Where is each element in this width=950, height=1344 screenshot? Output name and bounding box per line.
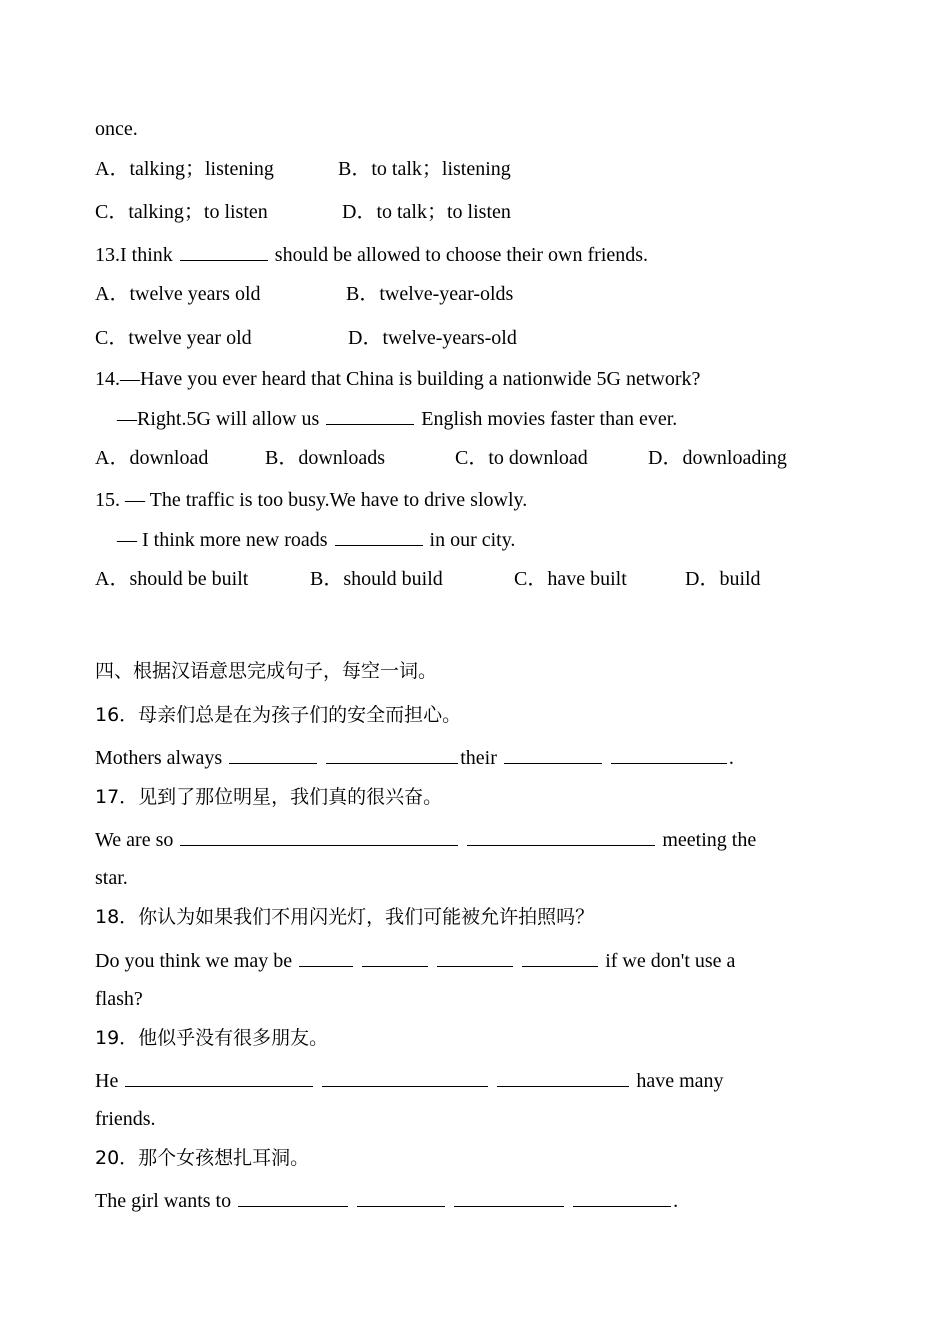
q14-line2-after: English movies faster than ever. bbox=[421, 408, 678, 430]
q20-blank-2[interactable] bbox=[357, 1188, 445, 1207]
q18-blank-2[interactable] bbox=[362, 948, 428, 967]
q13-stem-before: 13.I think bbox=[95, 244, 173, 266]
q20-end: . bbox=[673, 1190, 679, 1212]
q13-stem-after: should be allowed to choose their own friends. bbox=[274, 244, 649, 266]
q19-chinese: 19．他似乎没有很多朋友。 bbox=[95, 1027, 329, 1049]
q13-option-d[interactable]: D．twelve-years-old bbox=[348, 327, 517, 349]
q20-blank-1[interactable] bbox=[238, 1188, 348, 1207]
q14-blank[interactable] bbox=[326, 406, 414, 425]
q14-option-b[interactable]: B．downloads bbox=[265, 447, 385, 469]
q20-before: The girl wants to bbox=[95, 1190, 232, 1212]
q15-line2-after: in our city. bbox=[429, 529, 516, 551]
q17-english bbox=[95, 827, 756, 852]
q18-chinese: 18．你认为如果我们不用闪光灯，我们可能被允许拍照吗？ bbox=[95, 906, 595, 928]
q14-line1: 14.—Have you ever heard that China is building a nationwide 5G network? bbox=[95, 368, 701, 390]
q19-wrap: friends. bbox=[95, 1108, 156, 1130]
q20-english bbox=[95, 1188, 678, 1213]
q19-blank-1[interactable] bbox=[125, 1068, 313, 1087]
q13-blank[interactable] bbox=[180, 242, 268, 261]
section-heading: 四、根据汉语意思完成句子，每空一词。 bbox=[95, 660, 438, 682]
q14-option-a[interactable]: A．download bbox=[95, 447, 209, 469]
q13-option-b[interactable]: B．twelve-year-olds bbox=[346, 283, 514, 305]
q13-option-c[interactable]: C．twelve year old bbox=[95, 327, 252, 349]
q15-option-a[interactable]: A．should be built bbox=[95, 568, 249, 590]
q17-blank-2[interactable] bbox=[467, 827, 655, 846]
q16-end: . bbox=[728, 747, 734, 769]
q19-blank-2[interactable] bbox=[322, 1068, 488, 1087]
q15-line1: 15. — The traffic is too busy.We have to drive slowly. bbox=[95, 489, 528, 511]
q15-option-d[interactable]: D．build bbox=[685, 568, 761, 590]
q20-blank-3[interactable] bbox=[454, 1188, 564, 1207]
q13-stem bbox=[95, 242, 648, 267]
q17-chinese: 17．见到了那位明星，我们真的很兴奋。 bbox=[95, 786, 443, 808]
q14-line2-before: —Right.5G will allow us bbox=[117, 408, 320, 430]
q20-blank-4[interactable] bbox=[573, 1188, 671, 1207]
q14-option-c[interactable]: C．to download bbox=[455, 447, 588, 469]
q17-after: meeting the bbox=[662, 829, 757, 851]
q15-option-c[interactable]: C．have built bbox=[514, 568, 627, 590]
q17-before: We are so bbox=[95, 829, 174, 851]
q15-blank[interactable] bbox=[335, 527, 423, 546]
q12-option-a[interactable]: A．talking；listening bbox=[95, 158, 274, 180]
q18-wrap: flash? bbox=[95, 988, 143, 1010]
q15-line2 bbox=[117, 527, 515, 552]
q18-blank-1[interactable] bbox=[299, 948, 353, 967]
q12-continuation: once. bbox=[95, 118, 138, 140]
q15-option-b[interactable]: B．should build bbox=[310, 568, 443, 590]
q18-english bbox=[95, 948, 735, 973]
q20-chinese: 20．那个女孩想扎耳洞。 bbox=[95, 1147, 310, 1169]
q16-blank-3[interactable] bbox=[504, 745, 602, 764]
q16-english bbox=[95, 745, 734, 770]
q19-after: have many bbox=[636, 1070, 724, 1092]
q16-before: Mothers always bbox=[95, 747, 223, 769]
q18-blank-3[interactable] bbox=[437, 948, 513, 967]
q16-mid: their bbox=[460, 747, 497, 769]
q16-blank-1[interactable] bbox=[229, 745, 317, 764]
q19-blank-3[interactable] bbox=[497, 1068, 629, 1087]
q18-before: Do you think we may be bbox=[95, 950, 293, 972]
q15-line2-before: — I think more new roads bbox=[117, 529, 328, 551]
q14-option-d[interactable]: D．downloading bbox=[648, 447, 787, 469]
q18-blank-4[interactable] bbox=[522, 948, 598, 967]
q14-line2 bbox=[117, 406, 677, 431]
q16-blank-2[interactable] bbox=[326, 745, 458, 764]
q12-option-b[interactable]: B．to talk；listening bbox=[338, 158, 511, 180]
q13-option-a[interactable]: A．twelve years old bbox=[95, 283, 261, 305]
q17-wrap: star. bbox=[95, 867, 128, 889]
q16-blank-4[interactable] bbox=[611, 745, 727, 764]
q19-before: He bbox=[95, 1070, 119, 1092]
q12-option-c[interactable]: C．talking；to listen bbox=[95, 201, 268, 223]
q16-chinese: 16．母亲们总是在为孩子们的安全而担心。 bbox=[95, 704, 462, 726]
q18-after: if we don't use a bbox=[605, 950, 736, 972]
q17-blank-1[interactable] bbox=[180, 827, 458, 846]
q19-english bbox=[95, 1068, 724, 1093]
q12-option-d[interactable]: D．to talk；to listen bbox=[342, 201, 511, 223]
